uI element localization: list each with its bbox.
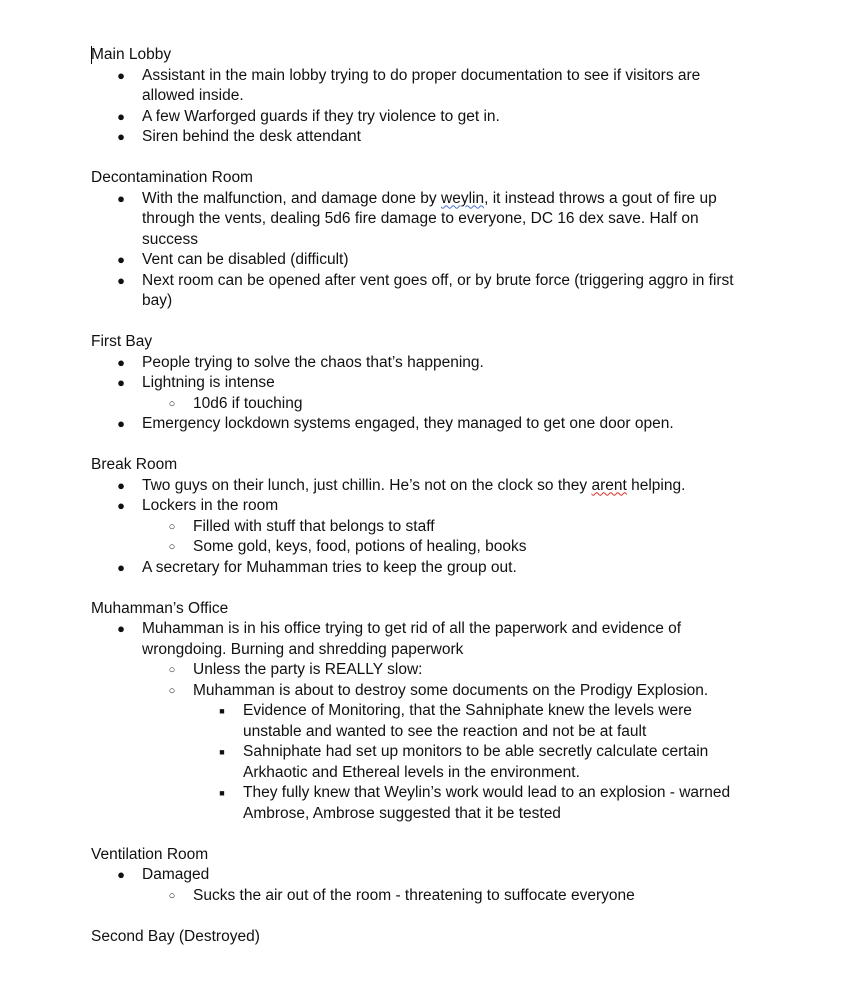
list-item: ● Damaged [91, 865, 741, 886]
list-first-bay [91, 353, 741, 435]
list-muhammans-office [91, 619, 741, 824]
list-item: ● With the malfunction, and damage done by weylin, it instead throws a gout of fire up through the vents, dealing 5d6 fire damage to everyone, DC 16 dex save. Half on success [91, 189, 741, 251]
list-item: ● Muhamman is in his office trying to get rid of all the paperwork and evidence of wrongdoing. Burning and shredding paperwork [91, 619, 741, 660]
list-item: ○ Unless the party is REALLY slow: [91, 660, 741, 681]
heading-first-bay: First Bay [91, 333, 153, 350]
list-item: ● A few Warforged guards if they try violence to get in. [91, 107, 741, 128]
heading-break-room: Break Room [91, 456, 178, 473]
bullet-icon: ● [117, 416, 125, 431]
heading-second-bay: Second Bay (Destroyed) [91, 927, 260, 945]
bullet-icon: ● [117, 621, 125, 636]
circle-bullet-icon: ○ [168, 664, 176, 676]
list-item: ■ Evidence of Monitoring, that the Sahniphate knew the levels were unstable and wanted to see the reaction and not be at fault [91, 701, 741, 742]
bullet-icon: ● [117, 477, 125, 493]
list-item: ● Siren behind the desk attendant [91, 127, 741, 148]
bullet-icon: ● [117, 559, 125, 575]
circle-bullet-icon: ○ [168, 684, 176, 697]
list-item: ● A secretary for Muhamman tries to keep the group out. [91, 558, 741, 579]
list-item: ○ Some gold, keys, food, potions of healing, books [91, 537, 741, 558]
bullet-icon: ● [117, 272, 125, 288]
list-item: ● People trying to solve the chaos that’s happening. [91, 353, 741, 374]
list-item: ● Next room can be opened after vent goes off, or by brute force (triggering aggro in first bay) [91, 271, 741, 312]
circle-bullet-icon: ○ [168, 889, 176, 902]
list-item: ■ They fully knew that Weylin’s work would lead to an explosion - warned Ambrose, Ambrose suggested that it be tested [91, 783, 741, 824]
bullet-icon: ● [117, 190, 125, 206]
list-break-room [91, 476, 741, 579]
bullet-icon: ● [117, 108, 125, 124]
bullet-icon: ● [117, 129, 125, 144]
list-item: ○ Muhamman is about to destroy some documents on the Prodigy Explosion. [91, 681, 741, 702]
list-item: ● Lightning is intense [91, 373, 741, 394]
list-decontamination-room [91, 189, 741, 312]
circle-bullet-icon: ○ [168, 397, 176, 410]
heading-main-lobby: Main Lobby [91, 46, 172, 63]
heading-muhammans-office: Muhamman’s Office [91, 599, 229, 617]
bullet-icon: ● [117, 252, 125, 267]
square-bullet-icon: ■ [219, 788, 225, 798]
list-item: ● Lockers in the room [91, 496, 741, 517]
list-item: ● Two guys on their lunch, just chillin. He’s not on the clock so they arent helping. [91, 476, 741, 497]
bullet-icon: ● [117, 67, 125, 83]
list-item: ○ 10d6 if touching [91, 394, 741, 415]
circle-bullet-icon: ○ [168, 520, 176, 533]
list-item: ● Vent can be disabled (difficult) [91, 250, 741, 271]
square-bullet-icon: ■ [219, 747, 225, 757]
bullet-icon: ● [117, 354, 125, 370]
list-main-lobby [91, 66, 741, 148]
spellcheck-flagged-word[interactable]: weylin [441, 189, 485, 207]
list-item: ■ Sahniphate had set up monitors to be able secretly calculate certain Arkhaotic and Ethereal levels in the environment. [91, 742, 741, 783]
bullet-icon: ● [117, 375, 125, 390]
heading-decontamination-room: Decontamination Room [91, 169, 253, 186]
bullet-icon: ● [117, 498, 125, 513]
list-item: ○ Filled with stuff that belongs to staff [91, 517, 741, 538]
list-item: ○ Sucks the air out of the room - threatening to suffocate everyone [91, 886, 741, 907]
square-bullet-icon: ■ [219, 706, 225, 716]
bullet-icon: ● [117, 867, 125, 882]
document-body[interactable] [91, 45, 741, 947]
spellcheck-flagged-word[interactable]: arent [591, 476, 627, 494]
list-item: ● Assistant in the main lobby trying to do proper documentation to see if visitors are allowed inside. [91, 66, 741, 107]
circle-bullet-icon: ○ [168, 541, 176, 553]
heading-ventilation-room: Ventilation Room [91, 845, 209, 863]
list-item: ● Emergency lockdown systems engaged, they managed to get one door open. [91, 414, 741, 435]
list-ventilation-room [91, 865, 741, 906]
